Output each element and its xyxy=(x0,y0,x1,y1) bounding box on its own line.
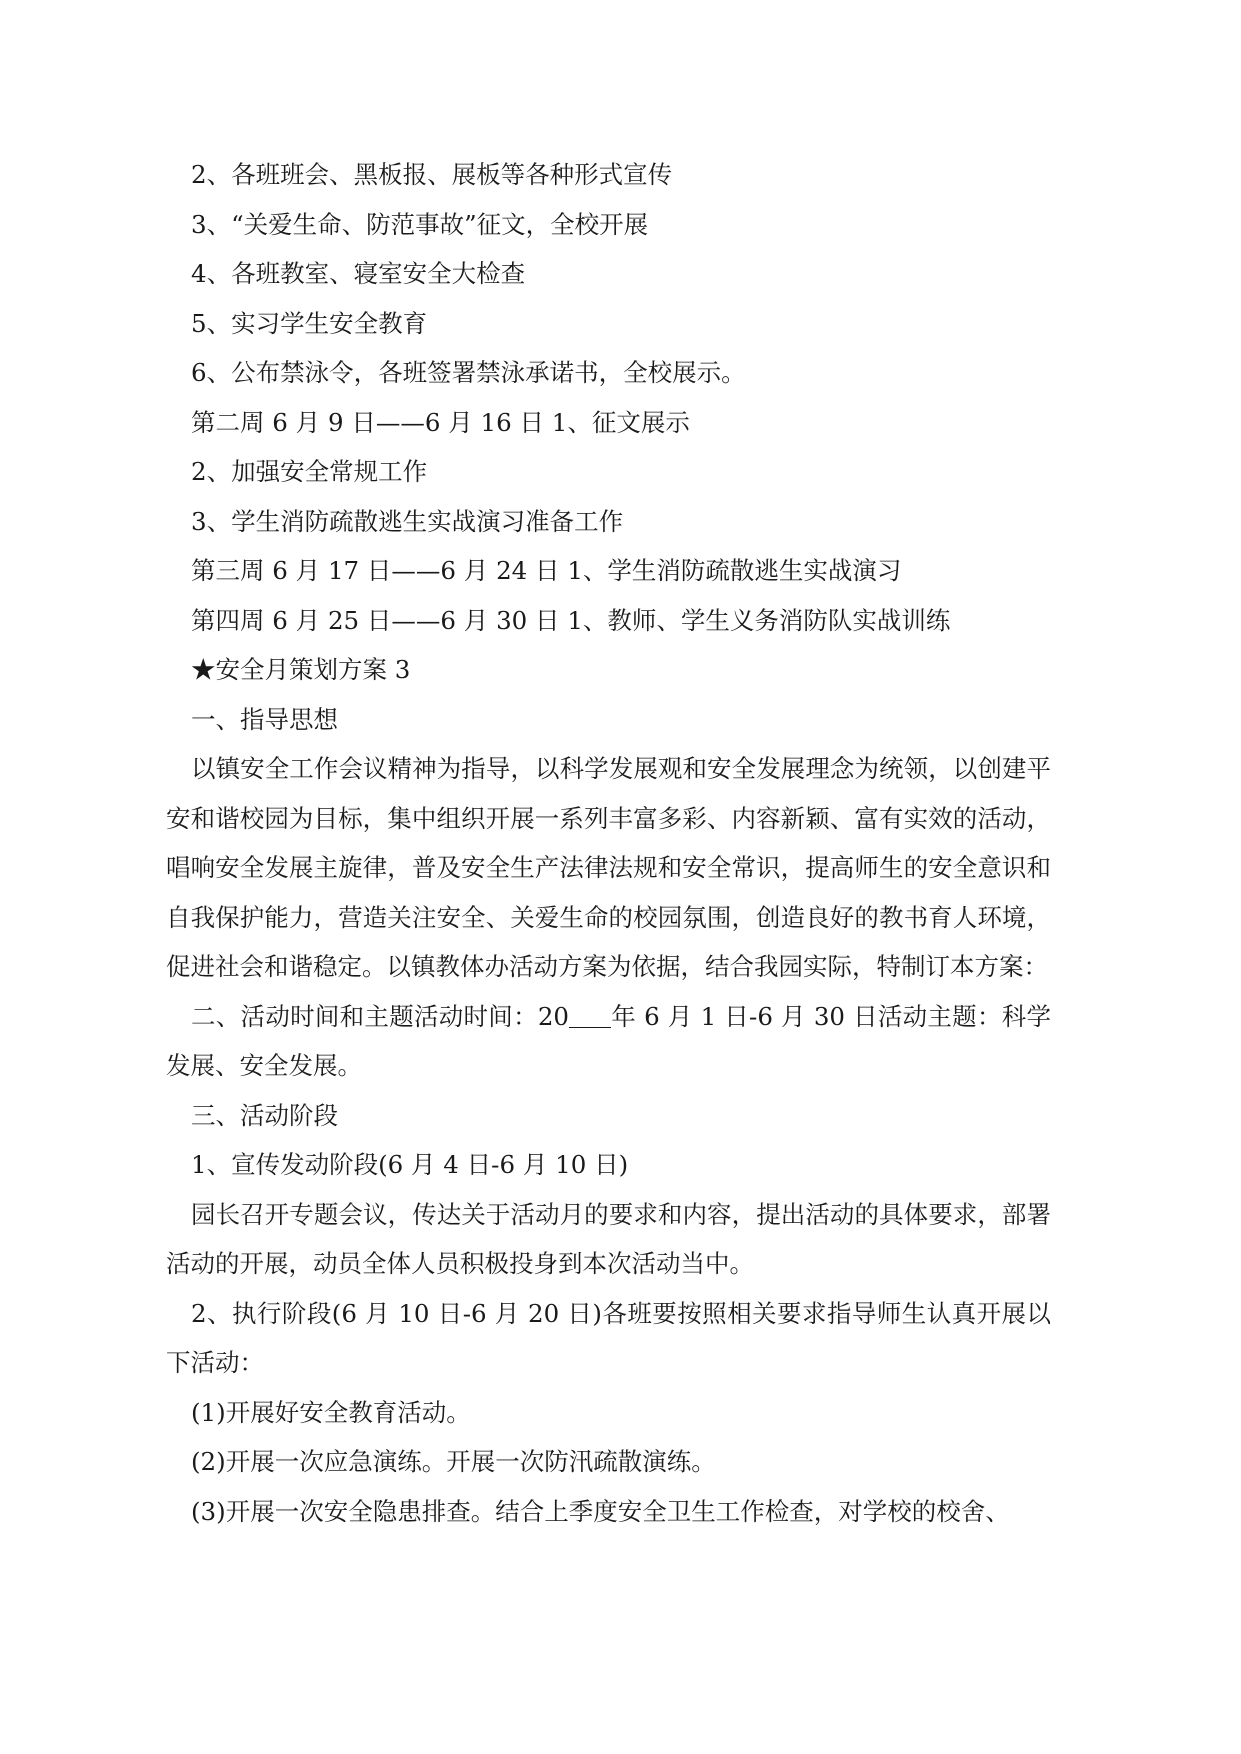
paragraph-activity-time xyxy=(166,992,1051,1091)
activity-time-prefix: 二、活动时间和主题活动时间：20 xyxy=(191,1001,570,1031)
section-title: ★安全月策划方案 3 xyxy=(191,655,411,684)
list-item: (1)开展好安全教育活动。 xyxy=(191,1397,471,1427)
year-blank xyxy=(569,1003,611,1028)
activity-time-suffix: 年 6 月 1 日-6 月 30 日活动主题：科学发展、安全发展。 xyxy=(166,1001,1051,1080)
list-item: 3、“关爱生命、防范事故”征文，全校开展 xyxy=(191,209,649,239)
list-item: 2、加强安全常规工作 xyxy=(191,457,428,486)
list-item: (2)开展一次应急演练。开展一次防汛疏散演练。 xyxy=(191,1447,716,1476)
list-item: 3、学生消防疏散逃生实战演习准备工作 xyxy=(191,506,624,536)
schedule-week-3: 第三周 6 月 17 日——6 月 24 日 1、学生消防疏散逃生实战演习 xyxy=(191,556,902,585)
paragraph-stage-2: 2、执行阶段(6 月 10 日-6 月 20 日)各班要按照相关要求指导师生认真开展以下活动： xyxy=(166,1298,1051,1377)
schedule-week-4: 第四周 6 月 25 日——6 月 30 日 1、教师、学生义务消防队实战训练 xyxy=(191,605,951,635)
list-item: 6、公布禁泳令，各班签署禁泳承诺书，全校展示。 xyxy=(191,358,746,387)
list-item: 4、各班教室、寝室安全大检查 xyxy=(191,259,526,288)
schedule-week-2: 第二周 6 月 9 日——6 月 16 日 1、征文展示 xyxy=(191,407,690,437)
list-item: 2、各班班会、黑板报、展板等各种形式宣传 xyxy=(191,160,673,189)
heading-guiding-ideology: 一、指导思想 xyxy=(191,704,338,734)
list-item: 5、实习学生安全教育 xyxy=(191,308,428,338)
heading-activity-stages: 三、活动阶段 xyxy=(191,1100,338,1130)
paragraph-stage-1: 园长召开专题会议，传达关于活动月的要求和内容，提出活动的具体要求，部署活动的开展，动员全体人员积极投身到本次活动当中。 xyxy=(166,1199,1051,1278)
paragraph-block xyxy=(166,744,1051,1536)
document-body xyxy=(166,150,1051,1536)
list-item: (3)开展一次安全隐患排查。结合上季度安全卫生工作检查，对学校的校舍、 xyxy=(191,1496,1010,1526)
stage-1-title: 1、宣传发动阶段(6 月 4 日-6 月 10 日) xyxy=(191,1150,629,1179)
paragraph-guiding-ideology: 以镇安全工作会议精神为指导，以科学发展观和安全发展理念为统领，以创建平安和谐校园为目标，集中组织开展一系列丰富多彩、内容新颖、富有实效的活动，唱响安全发展主旋律，普及安全生产法律法规和安全常识，提高师生的安全意识和自我保护能力，营造关注安全、关爱生命的校园氛围，创造良好的教书育人环境，促进社会和谐稳定。以镇教体办活动方案为依据，结合我园实际，特制订本方案： xyxy=(166,754,1051,981)
